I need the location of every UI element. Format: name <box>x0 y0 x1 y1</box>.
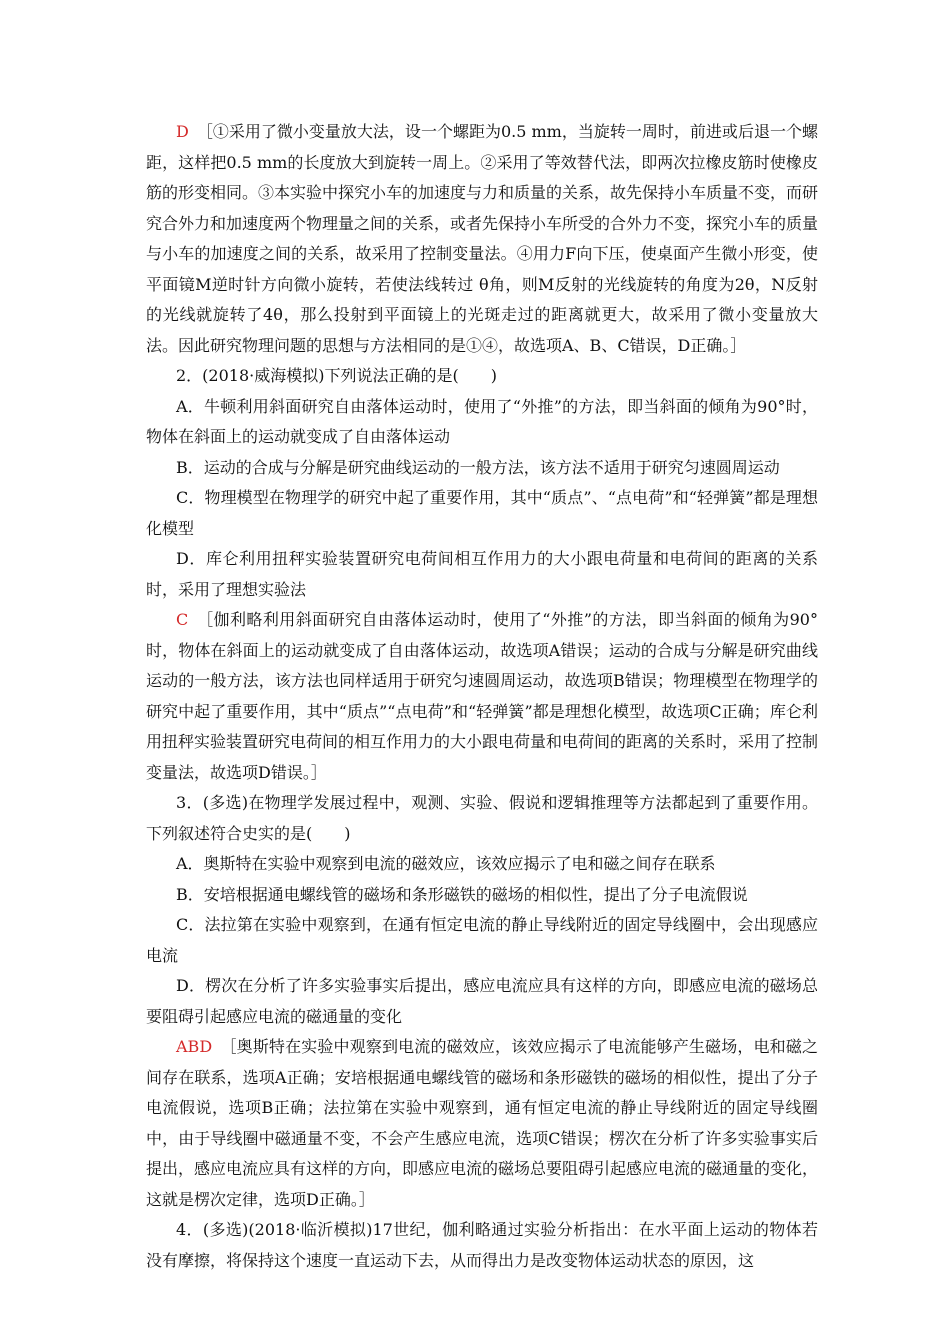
question-2-option-c: C．物理模型在物理学的研究中起了重要作用，其中“质点”、“点电荷”和“轻弹簧”都是理想化模型 <box>146 488 818 538</box>
answer-3-paragraph <box>146 1032 818 1215</box>
question-3-option-b: B．安培根据通电螺线管的磁场和条形磁铁的磁场的相似性，提出了分子电流假说 <box>176 884 748 904</box>
answer-2-paragraph <box>146 605 818 788</box>
question-2-option-b: B．运动的合成与分解是研究曲线运动的一般方法，该方法不适用于研究匀速圆周运动 <box>176 457 780 477</box>
answer-letter: ABD <box>176 1037 213 1056</box>
answer-explanation: ［①采用了微小变量放大法，设一个螺距为0.5 mm，当旋转一周时，前进或后退一个螺距，这样把0.5 mm的长度放大到旋转一周上。②采用了等效替代法，即两次拉橡皮筋时使橡皮筋的形变相同。③本实验中探究小车的加速度与力和质量的关系，故先保持小车质量不变，而研究合外力和加速度两个物理量之间的关系，或者先保持小车所受的合外力不变，探究小车的质量与小车的加速度之间的关系，故采用了控制变量法。④用力F向下压，使桌面产生微小形变，使平面镜M逆时针方向微小旋转，若使法线转过 θ角，则M反射的光线旋转的角度为2θ，N反射的光线就旋转了4θ，那么投射到平面镜上的光斑走过的距离就更大，故采用了微小变量放大法。因此研究物理问题的思想与方法相同的是①④，故选项A、B、C错误，D正确。］ <box>146 122 819 355</box>
answer-1-paragraph <box>146 117 818 361</box>
question-3-option-d: D．楞次在分析了许多实验事实后提出，感应电流应具有这样的方向，即感应电流的磁场总要阻碍引起感应电流的磁通量的变化 <box>146 976 818 1026</box>
question-3-option-c: C．法拉第在实验中观察到，在通有恒定电流的静止导线附近的固定导线圈中，会出现感应电流 <box>146 915 818 965</box>
question-2-option-a: A．牛顿利用斜面研究自由落体运动时，使用了“外推”的方法，即当斜面的倾角为90°时，物体在斜面上的运动就变成了自由落体运动 <box>146 396 818 446</box>
answer-letter: C <box>176 610 189 629</box>
question-3-stem: 3．(多选)在物理学发展过程中，观测、实验、假说和逻辑推理等方法都起到了重要作用。下列叙述符合史实的是( ) <box>146 793 818 843</box>
document-body <box>146 117 818 1276</box>
question-2-stem: 2．(2018·威海模拟)下列说法正确的是( ) <box>176 366 497 385</box>
question-4-stem: 4．(多选)(2018·临沂模拟)17世纪，伽利略通过实验分析指出：在水平面上运动的物体若没有摩擦，将保持这个速度一直运动下去，从而得出力是改变物体运动状态的原因，这 <box>146 1220 818 1270</box>
answer-letter: D <box>176 122 189 141</box>
question-2-option-d: D．库仑利用扭秤实验装置研究电荷间相互作用力的大小跟电荷量和电荷间的距离的关系时，采用了理想实验法 <box>146 549 818 599</box>
question-3-option-a: A．奥斯特在实验中观察到电流的磁效应，该效应揭示了电和磁之间存在联系 <box>176 854 716 873</box>
answer-explanation: ［伽利略利用斜面研究自由落体运动时，使用了“外推”的方法，即当斜面的倾角为90°时，物体在斜面上的运动就变成了自由落体运动，故选项A错误；运动的合成与分解是研究曲线运动的一般方法，该方法也同样适用于研究匀速圆周运动，故选项B错误；物理模型在物理学的研究中起了重要作用，其中“质点”“点电荷”和“轻弹簧”都是理想化模型，故选项C正确；库仑利用扭秤实验装置研究电荷间的相互作用力的大小跟电荷量和电荷间的距离的关系时，采用了控制变量法，故选项D错误。］ <box>146 610 819 782</box>
answer-explanation: ［奥斯特在实验中观察到电流的磁效应，该效应揭示了电流能够产生磁场，电和磁之间存在联系，选项A正确；安培根据通电螺线管的磁场和条形磁铁的磁场的相似性，提出了分子电流假说，选项B正确；法拉第在实验中观察到，通有恒定电流的静止导线附近的固定导线圈中，由于导线圈中磁通量不变，不会产生感应电流，选项C错误；楞次在分析了许多实验事实后提出，感应电流应具有这样的方向，即感应电流的磁场总要阻碍引起感应电流的磁通量的变化，这就是楞次定律，选项D正确。］ <box>146 1037 819 1209</box>
